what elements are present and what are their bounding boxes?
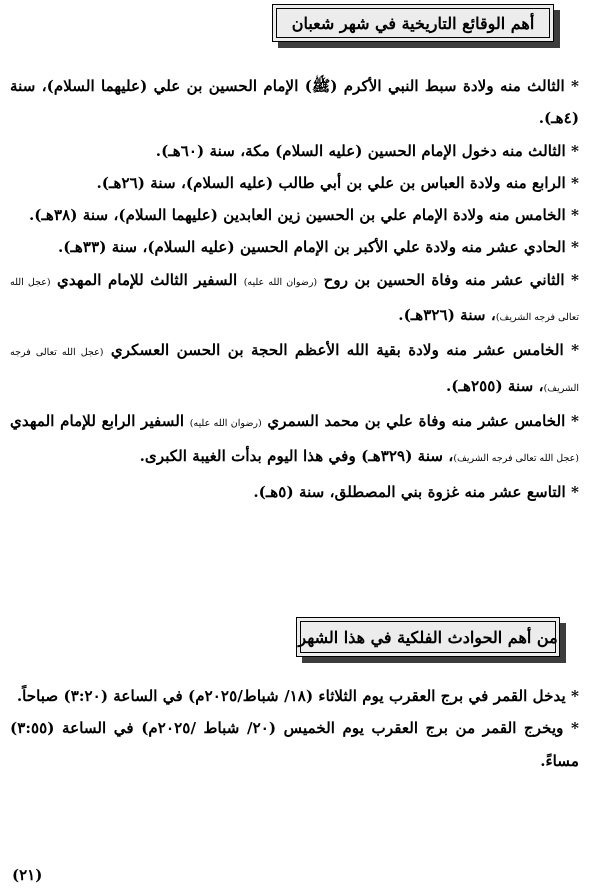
section2-heading-text: من أهم الحوادث الفلكية في هذا الشهر [298, 627, 558, 647]
section2-heading-box [296, 617, 566, 663]
section1-heading-box [272, 4, 560, 48]
list-item: * يدخل القمر في برج العقرب يوم الثلاثاء (١٨/ شباط/٢٠٢٥م) في الساعة (٣:٢٠) صباحاً. [16, 687, 579, 705]
list-item: * التاسع عشر منه غزوة بني المصطلق، سنة (٥هـ). [253, 482, 579, 501]
section2-heading [296, 617, 560, 657]
list-item: * الرابع منه ولادة العباس بن علي بن أبي طالب (عليه السلام)، سنة (٢٦هـ). [96, 173, 579, 192]
list-item: * ويخرج القمر من برج العقرب يوم الخميس (٢٠/ شباط /٢٠٢٥م) في الساعة (٣:٥٥) مساءً. [10, 719, 579, 770]
list-item: * الثالث منه دخول الإمام الحسين (عليه السلام) مكة، سنة (٦٠هـ). [155, 141, 579, 160]
honorific: (رضوان الله عليه) [243, 276, 318, 288]
list-item: * الخامس عشر منه وفاة علي بن محمد السمري (رضوان الله عليه) السفير الرابع للإمام المهدي (عجل الله تعالى فرجه الشريف)، سنة (٣٢٩هـ) وفي هذا اليوم بدأت الغيبة الكبرى. [10, 411, 579, 466]
section1-heading [272, 4, 554, 42]
page-number: (٢١) [12, 866, 43, 884]
section1-list [10, 70, 579, 508]
list-item: * الخامس منه ولادة الإمام علي بن الحسين زين العابدين (عليهما السلام)، سنة (٣٨هـ). [29, 206, 579, 225]
list-item: * الحادي عشر منه ولادة علي الأكبر بن الإمام الحسين (عليه السلام)، سنة (٣٣هـ). [57, 238, 579, 257]
list-item: * الثالث منه ولادة سبط النبي الأكرم (ﷺ) الإمام الحسين بن علي (عليهما السلام)، سنة (٤هـ). [10, 77, 579, 128]
list-item: * الخامس عشر منه ولادة بقية الله الأعظم الحجة بن الحسن العسكري (عجل الله تعالى فرجه الشريف)، سنة (٢٥٥هـ). [10, 341, 580, 395]
list-item: * الثاني عشر منه وفاة الحسين بن روح (رضوان الله عليه) السفير الثالث للإمام المهدي (عجل الله تعالى فرجه الشريف)، سنة (٣٢٦هـ). [10, 270, 579, 325]
honorific: (رضوان الله عليه) [189, 417, 262, 429]
honorific: (عجل الله تعالى فرجه الشريف) [453, 453, 579, 465]
section2-list [10, 680, 579, 777]
section1-heading-text: أهم الوقائع التاريخية في شهر شعبان [291, 13, 535, 33]
honorific: (عجل الله تعالى فرجه الشريف) [10, 347, 579, 394]
honorific: (عجل الله تعالى فرجه الشريف) [10, 276, 579, 324]
